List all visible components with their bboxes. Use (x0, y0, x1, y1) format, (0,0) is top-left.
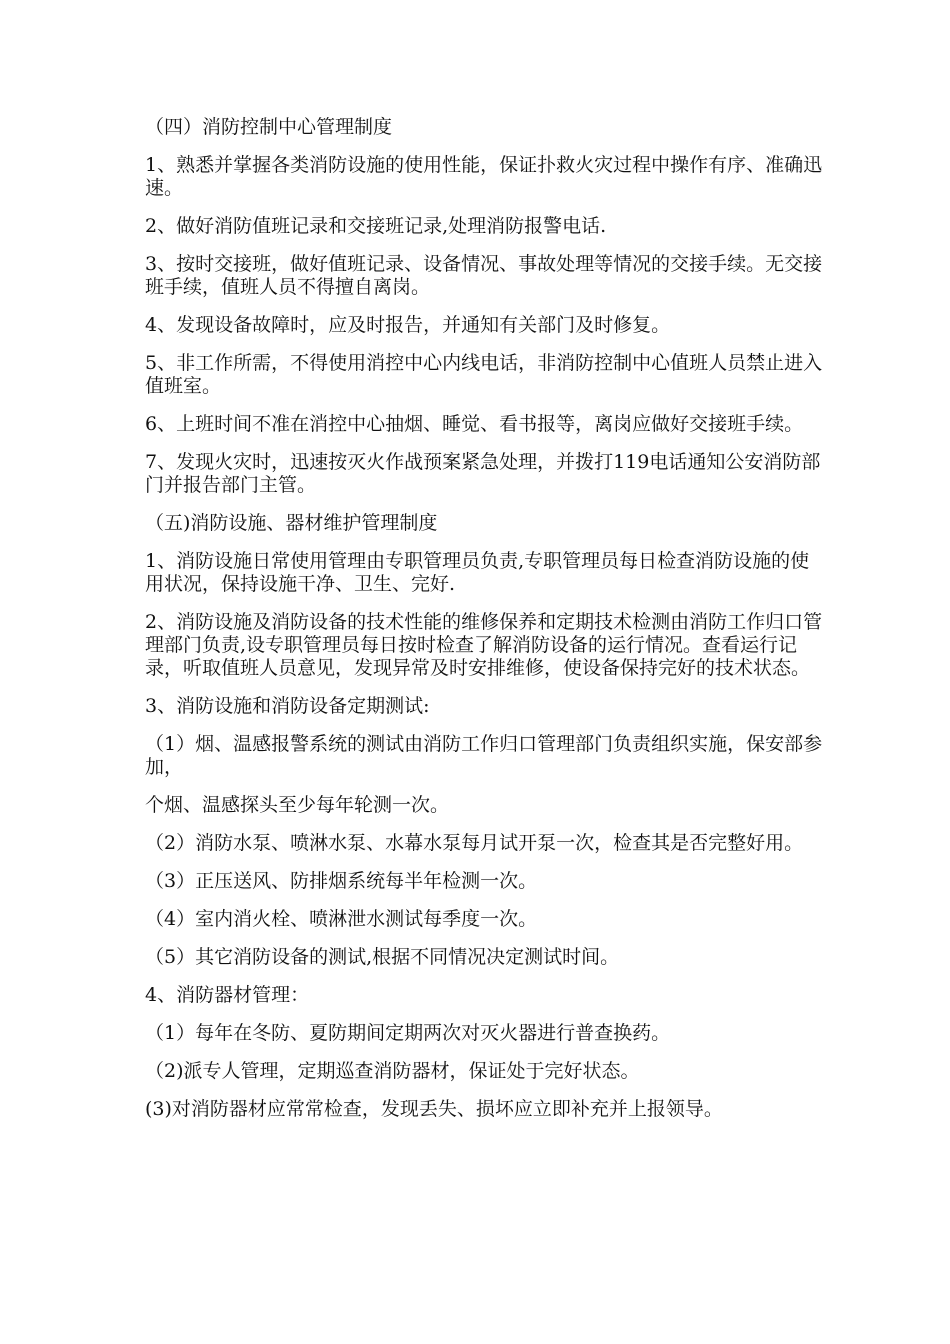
paragraph-item-5: 5、非工作所需，不得使用消控中心内线电话，非消防控制中心值班人员禁止进入值班室。 (145, 352, 823, 397)
sub-item-4: （4）室内消火栓、喷淋泄水测试每季度一次。 (145, 908, 538, 930)
paragraph-item-1: 1、熟悉并掌握各类消防设施的使用性能，保证扑救火灾过程中操作有序、准确迅速。 (145, 154, 823, 199)
sub-item-1-continued: 个烟、温感探头至少每年轮测一次。 (145, 794, 450, 816)
equipment-item-3: (3)对消防器材应常常检查，发现丢失、损坏应立即补充并上报领导。 (145, 1098, 723, 1120)
paragraph-item-2: 2、做好消防值班记录和交接班记录,处理消防报警电话. (145, 215, 607, 237)
sub-item-5: （5）其它消防设备的测试,根据不同情况决定测试时间。 (145, 946, 620, 968)
paragraph-item-3: 3、按时交接班，做好值班记录、设备情况、事故处理等情况的交接手续。无交接班手续，值班人员不得擅自离岗。 (145, 253, 823, 298)
equipment-item-1: （1）每年在冬防、夏防期间定期两次对灭火器进行普查换药。 (145, 1022, 671, 1044)
section-heading-5: （五)消防设施、器材维护管理制度 (145, 512, 438, 534)
sub-item-2: （2）消防水泵、喷淋水泵、水幕水泵每月试开泵一次，检查其是否完整好用。 (145, 832, 804, 854)
section-heading-4: （四）消防控制中心管理制度 (145, 116, 393, 138)
equipment-item-2: （2)派专人管理，定期巡查消防器材，保证处于完好状态。 (145, 1060, 640, 1082)
paragraph-item-4: 4、消防器材管理： (145, 984, 310, 1006)
sub-item-3: （3）正压送风、防排烟系统每半年检测一次。 (145, 870, 538, 892)
paragraph-item-1: 1、消防设施日常使用管理由专职管理员负责,专职管理员每日检查消防设施的使用状况，保持设施干净、卫生、完好. (145, 550, 810, 595)
sub-item-1: （1）烟、温感报警系统的测试由消防工作归口管理部门负责组织实施，保安部参加， (145, 733, 823, 778)
paragraph-item-2: 2、消防设施及消防设备的技术性能的维修保养和定期技术检测由消防工作归口管理部门负责,设专职管理员每日按时检查了解消防设备的运行情况。查看运行记录，听取值班人员意见，发现异常及时安排维修，使设备保持完好的技术状态。 (145, 611, 823, 679)
paragraph-item-3: 3、消防设施和消防设备定期测试: (145, 695, 430, 717)
document-page (145, 116, 825, 1136)
paragraph-item-4: 4、发现设备故障时，应及时报告，并通知有关部门及时修复。 (145, 314, 671, 336)
paragraph-item-7: 7、发现火灾时，迅速按灭火作战预案紧急处理，并拨打119电话通知公安消防部门并报告部门主管。 (145, 451, 821, 496)
paragraph-item-6: 6、上班时间不准在消控中心抽烟、睡觉、看书报等，离岗应做好交接班手续。 (145, 413, 804, 435)
